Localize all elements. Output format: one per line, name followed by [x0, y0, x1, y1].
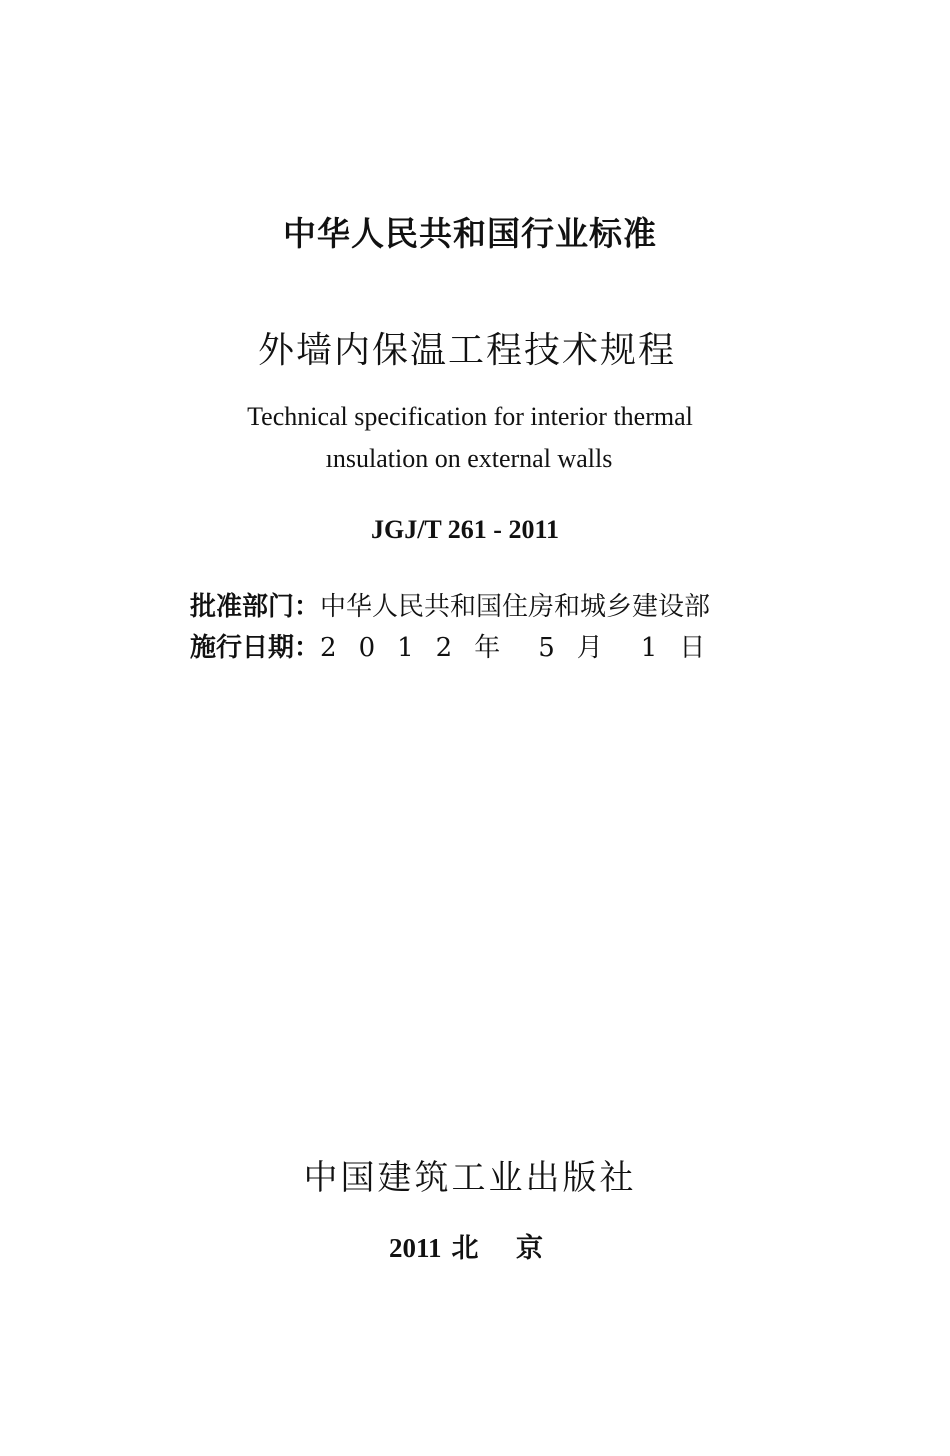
document-title-en-line2: ınsulation on external walls: [325, 444, 613, 473]
document-title-cn: 外墙内保温工程技术规程: [257, 330, 676, 371]
standard-category: 中华人民共和国行业标准: [283, 214, 657, 253]
day-unit: 日: [679, 633, 706, 663]
document-title-en-line1: Technical specification for interior thermal: [247, 402, 693, 431]
year-digit: 2: [435, 633, 453, 663]
approval-label: 批准部门：: [190, 592, 321, 622]
approval-value: 中华人民共和国住房和城乡建设部: [320, 592, 711, 622]
month-value: 5: [538, 633, 555, 663]
effective-label: 施行日期：: [190, 633, 321, 663]
year-unit: 年: [474, 633, 501, 663]
publish-year: 2011: [389, 1233, 442, 1263]
day-value: 1: [640, 633, 658, 663]
publisher-name: 中国建筑工业出版社: [303, 1158, 637, 1198]
publish-city: 北 京: [451, 1233, 557, 1264]
month-unit: 月: [576, 633, 603, 663]
year-digit: 1: [397, 633, 414, 663]
approval-department-row: [190, 586, 710, 623]
effective-date-row: [190, 627, 705, 664]
standard-code: JGJ/T 261 - 2011: [370, 515, 560, 544]
year-digit: 0: [358, 633, 376, 663]
publish-info: [0, 1226, 948, 1265]
year-digit: 2: [320, 633, 337, 663]
